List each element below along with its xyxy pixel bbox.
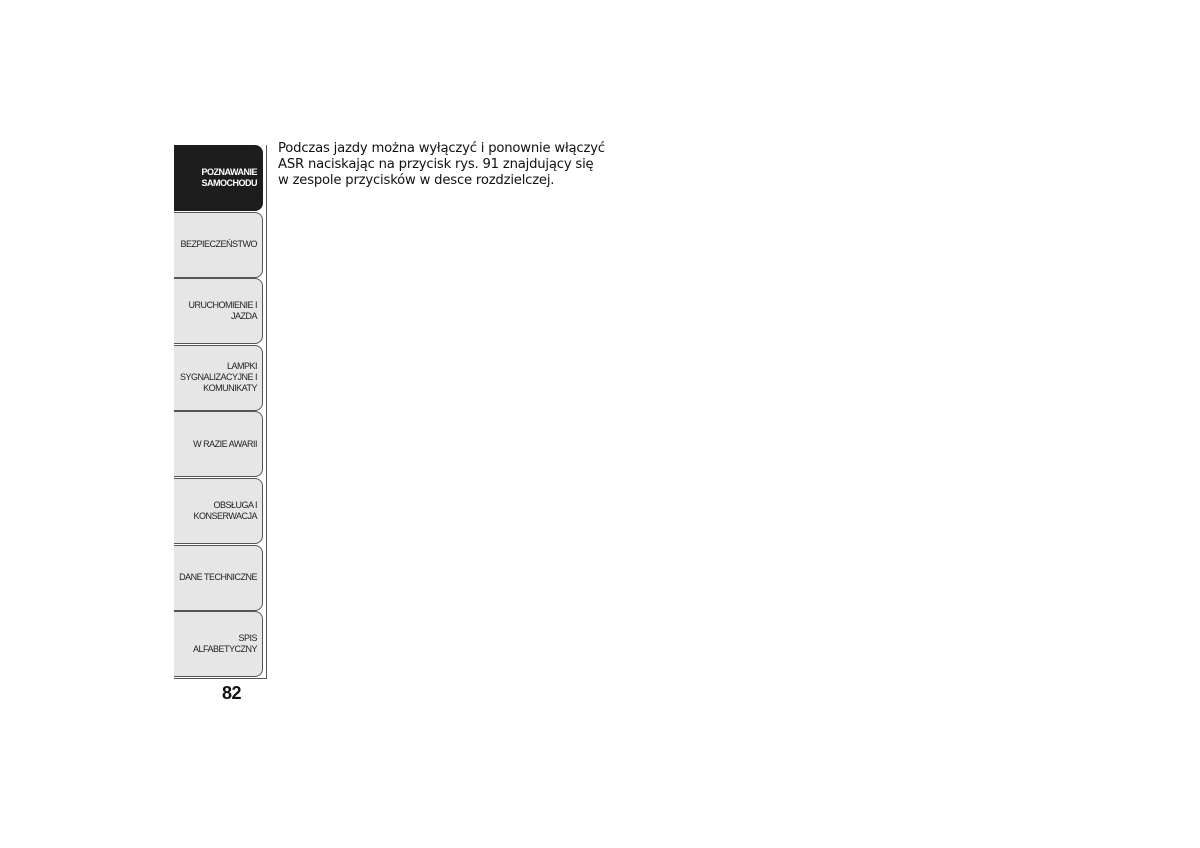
tab-dane-techniczne[interactable]: DANE TECHNICZNE <box>174 545 263 611</box>
tab-spis-alfabetyczny[interactable]: SPIS ALFABETYCZNY <box>174 611 263 677</box>
tab-poznawanie-samochodu[interactable]: POZNAWANIE SAMOCHODU <box>174 145 263 211</box>
tab-w-razie-awarii[interactable]: W RAZIE AWARII <box>174 411 263 477</box>
page-number: 82 <box>222 683 242 703</box>
tab-lampki-sygnalizacyjne[interactable]: LAMPKI SYGNALIZACYJNE I KOMUNIKATY <box>174 345 263 411</box>
tab-uruchomienie-i-jazda[interactable]: URUCHOMIENIE I JAZDA <box>174 278 263 344</box>
section-tabs <box>174 145 267 679</box>
tab-obsluga-i-konserwacja[interactable]: OBSŁUGA I KONSERWACJA <box>174 478 263 544</box>
body-paragraph: Podczas jazdy można wyłączyć i ponownie włączyć ASR naciskając na przycisk rys. 91 znajdujący się w zespole przycisków w desce rozdzielczej. <box>278 141 605 188</box>
tab-bezpieczenstwo[interactable]: BEZPIECZEŃSTWO <box>174 212 263 278</box>
